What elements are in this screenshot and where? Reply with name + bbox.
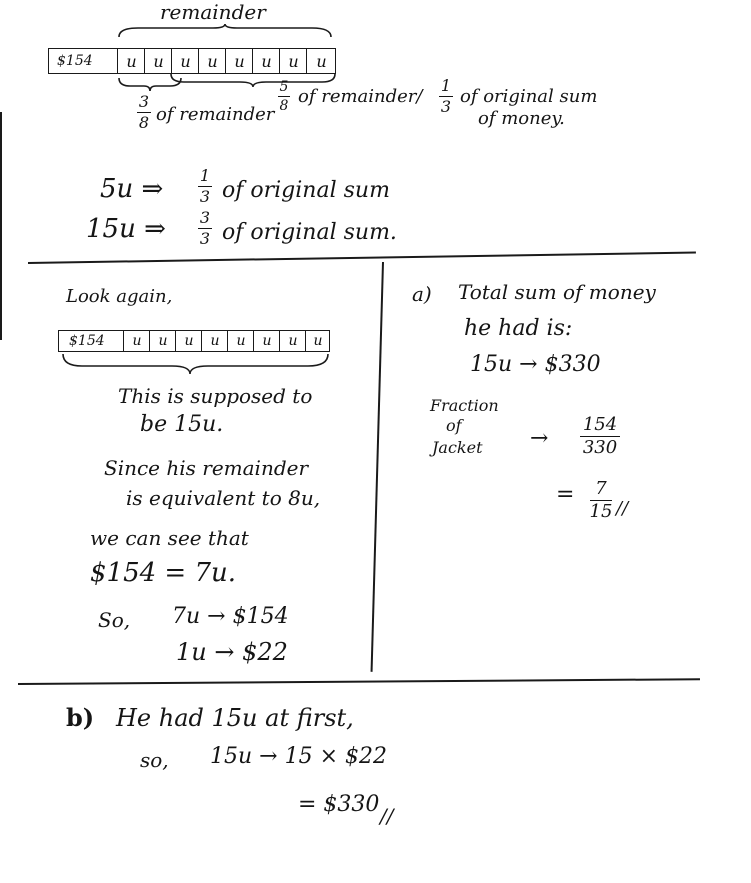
fraction-label-1: Fraction bbox=[430, 396, 499, 415]
jacket-fraction: 154 330 bbox=[580, 416, 620, 457]
divider-top bbox=[28, 252, 696, 264]
supposed-line-1: This is supposed to bbox=[118, 384, 313, 408]
so-line-1: 7u → $154 bbox=[172, 604, 289, 629]
part-a-label: a) bbox=[412, 282, 432, 306]
part-b-line-2: 15u → 15 × $22 bbox=[210, 744, 387, 769]
left-unit-7: u bbox=[279, 331, 306, 351]
three-eighths-text: of remainder bbox=[156, 104, 275, 125]
top-unit-1: u bbox=[117, 49, 145, 73]
equation-1-lhs: 5u ⇒ bbox=[100, 174, 164, 204]
remainder-label: remainder bbox=[160, 0, 266, 24]
top-bar-amount: $154 bbox=[57, 53, 93, 69]
page-edge-mark bbox=[0, 112, 2, 340]
since-line-4: $154 = 7u. bbox=[90, 558, 237, 588]
equation-2-lhs: 15u ⇒ bbox=[86, 214, 166, 244]
look-again-text: Look again, bbox=[66, 286, 173, 307]
since-line-2: is equivalent to 8u, bbox=[126, 486, 321, 510]
left-unit-4: u bbox=[201, 331, 228, 351]
so-label: So, bbox=[98, 608, 131, 632]
since-line-1: Since his remainder bbox=[104, 456, 309, 480]
fraction-label-3: Jacket bbox=[432, 438, 483, 457]
one-third-text-line1: of original sum bbox=[460, 86, 598, 107]
result-fraction: 7 15 bbox=[589, 478, 613, 522]
equation-2-fraction: 3 3 bbox=[199, 208, 211, 248]
left-unit-3: u bbox=[175, 331, 202, 351]
equation-1-rhs: of original sum bbox=[222, 178, 390, 203]
three-eighths-fraction: 3 8 bbox=[138, 92, 150, 132]
fraction-label-2: of bbox=[446, 416, 462, 435]
left-unit-5: u bbox=[227, 331, 254, 351]
left-bar-model bbox=[58, 330, 330, 352]
left-unit-6: u bbox=[253, 331, 280, 351]
top-unit-2: u bbox=[144, 49, 172, 73]
part-b-line-1: He had 15u at first, bbox=[116, 704, 354, 732]
result-mark: // bbox=[616, 498, 629, 519]
total-line-2: he had is: bbox=[464, 316, 573, 341]
remainder-brace bbox=[118, 24, 332, 38]
left-bar-amount: $154 bbox=[69, 333, 105, 349]
result-equals: = bbox=[556, 482, 575, 507]
equation-1-fraction: 1 3 bbox=[199, 166, 211, 206]
part-b-line-3: = $330 bbox=[298, 792, 380, 817]
top-unit-4: u bbox=[198, 49, 226, 73]
equation-2-rhs: of original sum. bbox=[222, 220, 397, 245]
five-eighths-text: of remainder/ bbox=[298, 86, 423, 107]
part-b-so: so, bbox=[140, 748, 169, 772]
total-line-1: Total sum of money bbox=[458, 280, 656, 304]
divider-vertical bbox=[371, 262, 384, 672]
five-eighths-fraction: 5 8 bbox=[279, 79, 289, 114]
since-line-3: we can see that bbox=[90, 526, 249, 550]
part-b-label: b) bbox=[66, 703, 95, 732]
top-unit-6: u bbox=[252, 49, 280, 73]
total-line-3: 15u → $330 bbox=[470, 352, 601, 377]
supposed-line-2: be 15u. bbox=[140, 412, 224, 437]
top-bar-model bbox=[48, 48, 336, 74]
divider-bottom bbox=[18, 678, 700, 685]
so-line-2: 1u → $22 bbox=[176, 638, 288, 666]
fraction-arrow: → bbox=[530, 426, 549, 451]
part-b-mark: // bbox=[380, 804, 394, 828]
one-third-fraction: 1 3 bbox=[440, 76, 452, 116]
left-unit-8: u bbox=[305, 331, 330, 351]
left-unit-1: u bbox=[123, 331, 150, 351]
left-unit-2: u bbox=[149, 331, 176, 351]
top-unit-8: u bbox=[306, 49, 336, 73]
left-bar-brace bbox=[62, 354, 330, 376]
top-unit-5: u bbox=[225, 49, 253, 73]
one-third-text-line2: of money. bbox=[478, 108, 565, 129]
top-unit-7: u bbox=[279, 49, 307, 73]
top-unit-3: u bbox=[171, 49, 199, 73]
